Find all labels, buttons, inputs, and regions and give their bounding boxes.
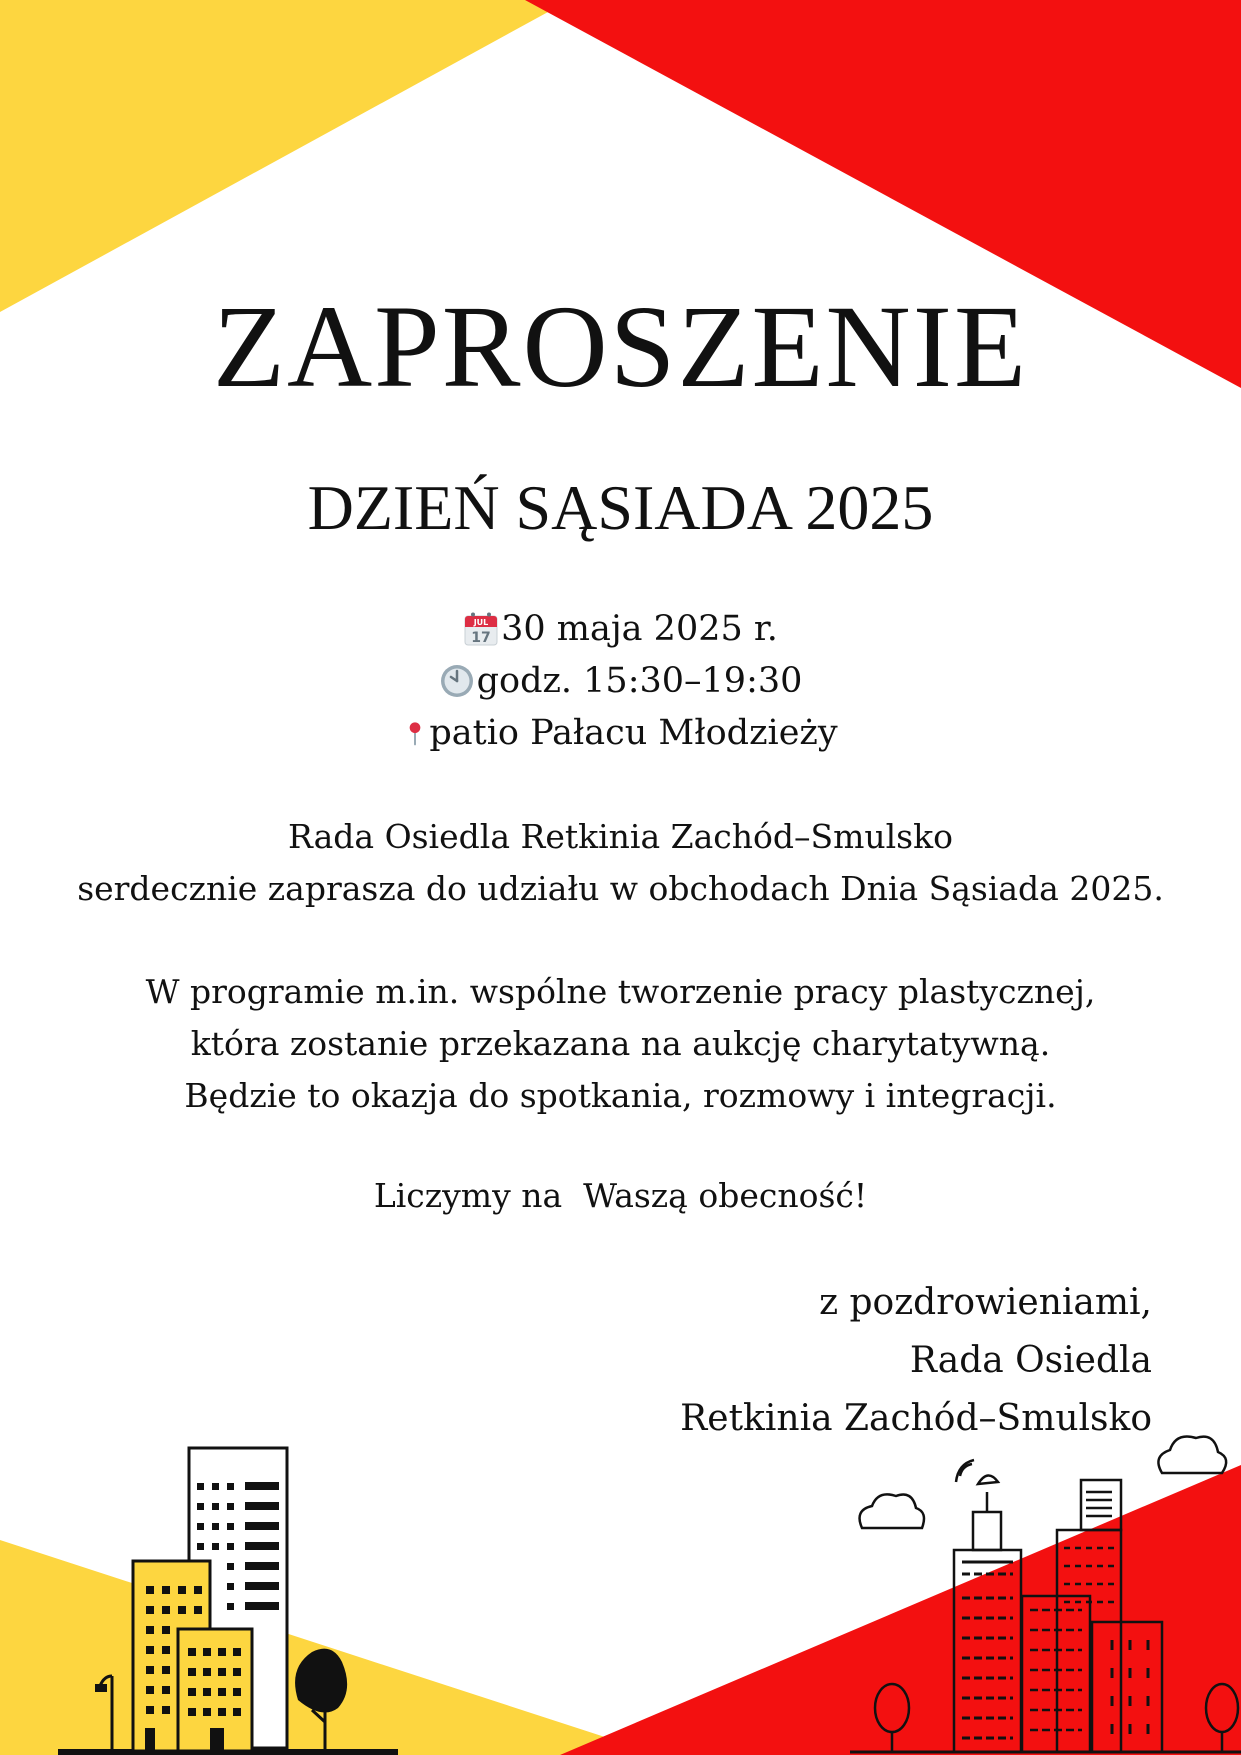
intro-line: serdecznie zaprasza do udziału w obchodach Dnia Sąsiada 2025.: [77, 869, 1164, 908]
event-time-row: [0, 655, 1241, 707]
cloud-icon: [860, 1494, 924, 1528]
invitation-title: ZAPROSZENIE: [212, 281, 1029, 412]
signature-greeting: z pozdrowieniami,: [819, 1282, 1152, 1323]
bottom-right-red-triangle: [560, 1465, 1241, 1755]
top-left-yellow-triangle: [0, 0, 570, 312]
clock-icon: [439, 663, 475, 699]
program-paragraph: [0, 966, 1241, 1122]
program-line: która zostanie przekazana na aukcję charytatywną.: [190, 1024, 1051, 1063]
event-date-row: [0, 603, 1241, 655]
svg-text:17: 17: [471, 630, 491, 646]
intro-paragraph: [0, 811, 1241, 915]
bottom-left-yellow-triangle: [0, 1540, 660, 1755]
event-details: [0, 603, 1241, 759]
event-date: 30 maja 2025 r.: [501, 609, 778, 649]
event-place: patio Pałacu Młodzieży: [429, 713, 838, 753]
svg-text:JUL: JUL: [473, 618, 489, 627]
cloud-icon: [1158, 1437, 1226, 1474]
signature-line: Rada Osiedla: [909, 1340, 1152, 1381]
event-time: godz. 15:30–19:30: [476, 661, 803, 701]
closing-line: Liczymy na Waszą obecność!: [373, 1176, 868, 1215]
event-name: DZIEŃ SĄSIADA 2025: [307, 472, 934, 543]
signature-line: Retkinia Zachód–Smulsko: [680, 1398, 1152, 1439]
program-line: Będzie to okazja do spotkania, rozmowy i integracji.: [184, 1076, 1057, 1115]
event-place-row: [0, 707, 1241, 759]
signature-block: [680, 1274, 1152, 1448]
calendar-icon: [463, 611, 499, 647]
intro-line: Rada Osiedla Retkinia Zachód–Smulsko: [288, 817, 953, 856]
pin-icon: [403, 715, 427, 751]
program-line: W programie m.in. wspólne tworzenie pracy plastycznej,: [145, 972, 1096, 1011]
